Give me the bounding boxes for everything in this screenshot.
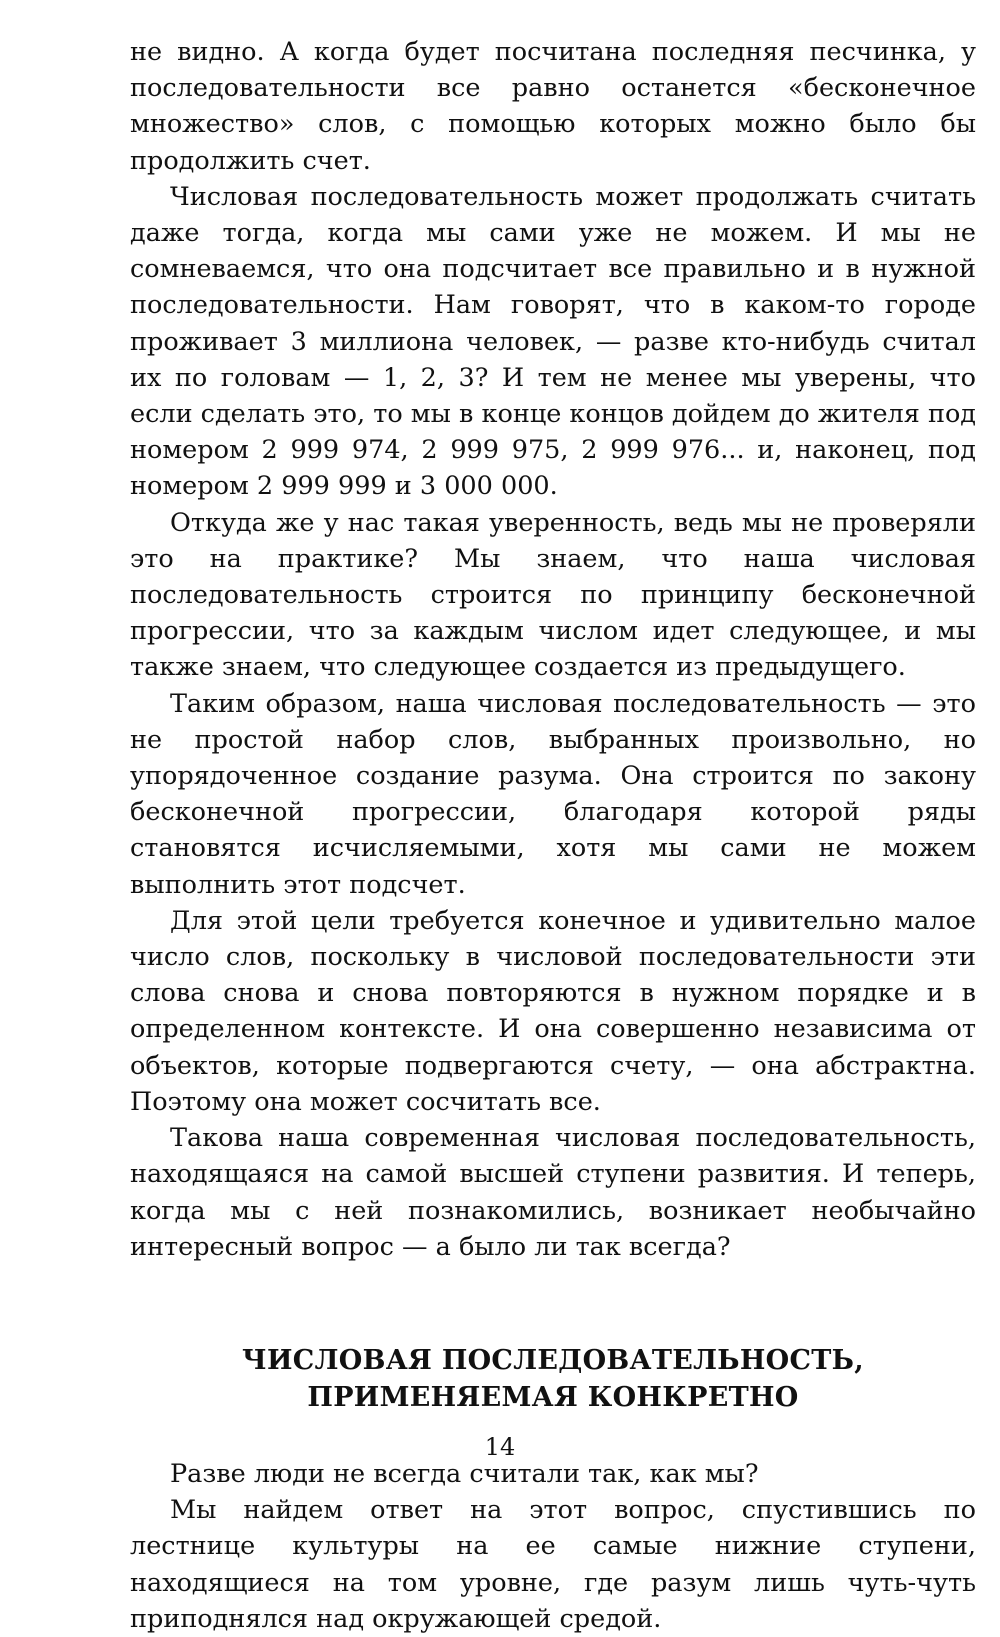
paragraph-4: Таким образом, наша числовая последовательность — это не простой набор слов, выбранных произвольно, но упорядоченное создание разума. Она строится по закону бесконечной прогрессии, благодаря которой ряды становятся исчисляемыми, хотя мы сами не можем выполнить этот подсчет. [130,688,976,900]
section-title-line-1: ЧИСЛОВАЯ ПОСЛЕДОВАТЕЛЬНОСТЬ, [242,1344,864,1376]
paragraph-7: Разве люди не всегда считали так, как мы? [170,1458,759,1489]
page-number: 14 [484,1433,516,1461]
paragraph-6: Такова наша современная числовая последовательность, находящаяся на самой высшей ступени развития. И теперь, когда мы с ней познакомились, возникает необычайно интересный вопрос — а было ли так всегда? [130,1123,976,1262]
paragraph-8: Мы найдем ответ на этот вопрос, спустившись по лестнице культуры на ее самые нижние ступени, находящиеся на том уровне, где разум лишь чуть-чуть приподнялся над окружающей средой. [130,1495,976,1634]
paragraph-3: Откуда же у нас такая уверенность, ведь мы не проверяли это на практике? Мы знаем, что наша числовая последовательность строится по принципу бесконечной прогрессии, что за каждым числом идет следующее, и мы также знаем, что следующее создается из предыдущего. [130,507,976,683]
section-title [130,1342,976,1416]
paragraph-5: Для этой цели требуется конечное и удивительно малое число слов, поскольку в числовой последовательности эти слова снова и снова повторяются в нужном порядке и в определенном контексте. И она совершенно независима от объектов, которые подвергаются счету, — она абстрактна. Поэтому она может сосчитать все. [130,905,976,1117]
section-title-line-2: ПРИМЕНЯЕМАЯ КОНКРЕТНО [307,1381,799,1413]
paragraph-1: не видно. А когда будет посчитана последняя песчинка, у последовательности все равно останется «бесконечное множество» слов, с помощью которых можно было бы продолжить счет. [130,37,976,176]
paragraph-2: Числовая последовательность может продолжать считать даже тогда, когда мы сами уже не можем. И мы не сомневаемся, что она подсчитает все правильно и в нужной последовательности. Нам говорят, что в каком-то городе проживает 3 миллиона человек, — разве кто-нибудь считал их по головам — 1, 2, 3? И тем не менее мы уверены, что если сделать это, то мы в конце концов дойдем до жителя под номером 2 999 974, 2 999 975, 2 999 976... и, наконец, под номером 2 999 999 и 3 000 000. [130,181,976,502]
book-page [130,34,976,1637]
